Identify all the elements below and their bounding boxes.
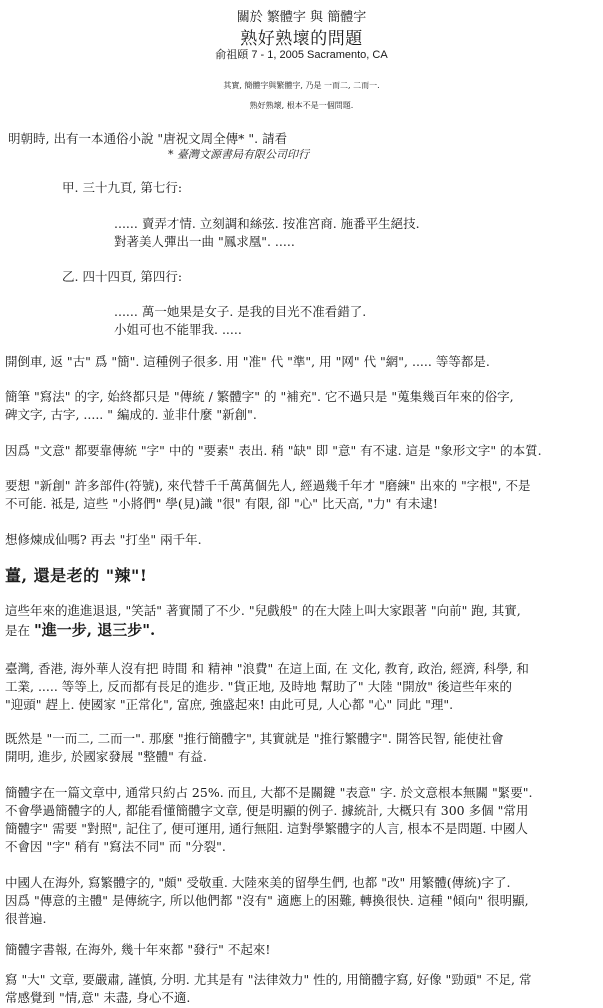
example-a-line-1: ...... 賣弄才情. 立刻調和絲弦. 按准宮商. 施番平生絕技. — [114, 216, 420, 231]
paragraph-11: 簡體字書報, 在海外, 幾十年來都 "發行" 不起來! — [5, 942, 271, 957]
paragraph-10-line-1: 中國人在海外, 寫繁體字的, "頗" 受敬重. 大陸來美的留學生們, 也都 "改" 用繁體(傳統)字了. — [5, 875, 511, 890]
example-a-label: 甲. 三十九頁, 第七行: — [62, 180, 183, 195]
paragraph-8-line-2: 開明, 進步, 於國家發展 "整體" 有益. — [5, 749, 207, 764]
paragraph-10-line-3: 很普遍. — [5, 911, 47, 926]
paragraph-8-line-1: 既然是 "一而二, 二而一". 那麼 "推行簡體字", 其實就是 "推行繁體字". 開答民智, 能使社會 — [5, 731, 504, 746]
paragraph-4-line-1: 要想 "新創" 許多部件(符號), 來代替千千萬萬個先人, 經過幾千年才 "磨練" 出來的 "字根", 不是 — [5, 478, 531, 493]
paragraph-7-line-2: 工業, ..... 等等上, 反而都有長足的進步. "貨正地, 及時地 幫助了" 大陸 "開放" 後這些年來的 — [5, 679, 513, 694]
example-b-line-2: 小姐可也不能罪我. ..... — [114, 322, 242, 337]
paragraph-12-line-1: 寫 "大" 文章, 要嚴肅, 謹慎, 分明. 尤其是有 "法律效力" 性的, 用簡體字寫, 好像 "勁頭" 不足, 常 — [5, 972, 532, 987]
paragraph-6-line-1: 這些年來的進進退退, "笑話" 著實鬧了不少. "兒戲般" 的在大陸上叫大家跟著 "向前" 跑, 其實, — [5, 603, 521, 618]
paragraph-9-line-3: 簡體字" 需要 "對照", 記住了, 便可運用, 通行無阻. 這對學繁體字的人言, 根本不是問題. 中國人 — [5, 821, 528, 836]
example-a-line-2: 對著美人彈出一曲 "鳳求凰". ..... — [114, 234, 295, 249]
paragraph-10-line-2: 因爲 "傳意的主體" 是傳統字, 所以他們都 "沒有" 適應上的困難, 轉換很快. 這種 "傾向" 很明顯, — [5, 893, 529, 908]
paragraph-7-line-1: 臺灣, 香港, 海外華人沒有把 時間 和 精神 "浪費" 在這上面, 在 文化, 教育, 政治, 經濟, 科學, 和 — [5, 661, 529, 676]
author-line: 俞祖頤 7 - 1, 2005 Sacramento, CA — [215, 49, 388, 61]
document-title: 熟好熟壞的問題 — [240, 29, 363, 49]
paragraph-1: 開倒車, 返 "古" 爲 "簡". 這種例子很多. 用 "准" 代 "準", 用 "网" 代 "網", ..... 等等都是. — [5, 354, 490, 369]
section-heading: 薑, 還是老的 "辣"! — [5, 566, 148, 585]
intro-paragraph: 明朝時, 出有一本通俗小說 "唐祝文周全傳* ". 請看 — [8, 131, 288, 146]
document-subtitle: 關於 繁體字 與 簡體字 — [236, 10, 367, 25]
thesis-line-2: 熟好熟壞, 根本不是一個問題. — [249, 101, 354, 110]
paragraph-9-line-2: 不會學過簡體字的人, 都能看懂簡體字文章, 便是明顯的例子. 據統計, 大概只有 300 多個 "常用 — [5, 803, 529, 818]
paragraph-6-line-2 — [5, 621, 155, 640]
example-b-line-1: ...... 萬一她果是女子. 是我的目光不准看錯了. — [114, 304, 367, 319]
thesis-block — [0, 76, 603, 116]
intro-footnote: * 臺灣文源書局有限公司印行 — [168, 148, 309, 161]
paragraph-9-line-1: 簡體字在一篇文章中, 通常只約占 25%. 而且, 大都不是關鍵 "表意" 字. 於文意根本無關 "緊要". — [5, 785, 533, 800]
paragraph-4-line-2: 不可能. 祗是, 這些 "小將們" 學(見)識 "很" 有限, 卻 "心" 比天高, "力" 有未逮! — [5, 496, 438, 511]
paragraph-12-line-2: 常感覺到 "情,意" 未盡, 身心不適. — [5, 990, 191, 1005]
example-b-label: 乙. 四十四頁, 第四行: — [62, 269, 183, 284]
paragraph-9-line-4: 不會因 "字" 稍有 "寫法不同" 而 "分裂". — [5, 839, 226, 854]
paragraph-2-line-1: 簡筆 "寫法" 的字, 始終都只是 "傳統 / 繁體字" 的 "補充". 它不過只是 "蒐集幾百年來的俗字, — [5, 389, 514, 404]
paragraph-6-prefix: 是在 — [5, 623, 34, 638]
paragraph-5: 想修煉成仙嗎? 再去 "打坐" 兩千年. — [5, 532, 202, 547]
thesis-line-1: 其實, 簡體字與繁體字, 乃是 一而二, 二而一. — [223, 81, 380, 90]
paragraph-3: 因爲 "文意" 都要靠傳統 "字" 中的 "要素" 表出. 稍 "缺" 即 "意" 有不逮. 這是 "象形文字" 的本質. — [5, 443, 542, 458]
paragraph-7-line-3: "迎頭" 趕上. 使國家 "正常化", 富庶, 強盛起來! 由此可見, 人心都 "心" 同此 "理". — [5, 697, 454, 712]
paragraph-2-line-2: 碑文字, 古字, ..... " 編成的. 並非什麼 "新創". — [5, 407, 257, 422]
paragraph-6-emphasis: "進一步, 退三步". — [33, 621, 156, 639]
